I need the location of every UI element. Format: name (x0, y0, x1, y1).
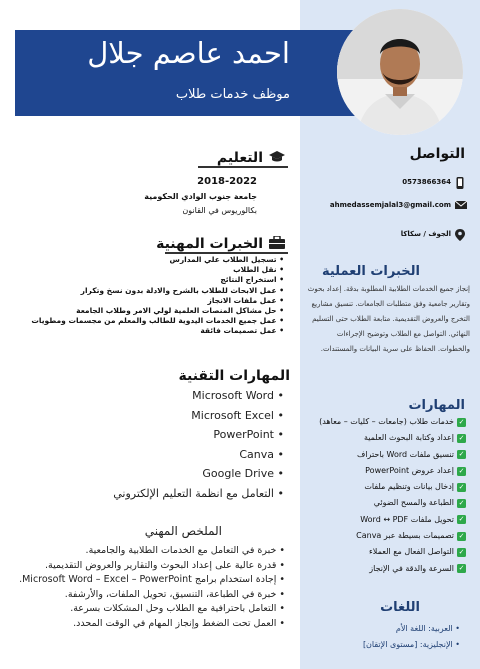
summary-item: • خبرة في التعامل مع الخدمات الطلابية والجامعية. (15, 544, 285, 559)
location-text: الجوف / سكاكا (400, 230, 451, 238)
technical-skill-item: • Microsoft Excel (84, 406, 284, 426)
education-divider (198, 166, 288, 168)
email-row (330, 200, 465, 210)
experience-item: • استخراج النتائج (14, 275, 284, 285)
professional-experience-heading-row (156, 234, 285, 253)
education-heading-row (217, 148, 285, 167)
check-icon: ✓ (458, 482, 465, 491)
skill-item: ✓ إدخال بيانات وتنظيم ملفات (364, 482, 465, 492)
technical-skills-list (84, 386, 284, 503)
check-icon: ✓ (458, 417, 465, 426)
experience-item: • تسجيل الطلاب علي المدارس (14, 255, 284, 265)
experience-item: • عمل ملفات الانجاز (14, 296, 284, 306)
technical-skill-item: • Canva (84, 445, 284, 465)
summary-item: • التعامل باحترافية مع الطلاب وحل المشكلات بسرعة. (15, 602, 285, 617)
side-experience-heading: الخبرات العملية (321, 264, 420, 279)
mail-icon (455, 200, 465, 210)
experience-item: • عمل تصميمات فائقة (14, 326, 284, 336)
professional-experience-divider (165, 252, 288, 254)
briefcase-icon (269, 234, 285, 253)
summary-item: • العمل تحت الضغط وإنجاز المهام في الوقت المحدد. (15, 617, 285, 632)
technical-skill-item: • Microsoft Word (84, 386, 284, 406)
summary-heading: الملخص المهني (144, 524, 222, 538)
skill-item: ✓ الطباعة والمسح الضوئي (373, 498, 465, 508)
summary-list (15, 544, 285, 631)
check-icon: ✓ (458, 466, 465, 475)
education-university: جامعة جنوب الوادي الحكومية (144, 192, 257, 201)
languages-list (363, 621, 460, 653)
language-item: • العربية: اللغة الأم (363, 621, 460, 637)
technical-skills-heading: المهارات التقنية (178, 368, 290, 384)
side-experience-text: إنجاز جميع الخدمات الطلابية المطلوبة بدقة. إعداد بحوث وتقارير جامعية وفق متطلبات الجامعات. تنسيق مشاريع التخرج والعروض التقديمية. متابعة الطلاب حتى التسليم النهائي. التواصل مع الطلاب وتوضيح الإجراءات والخطوات. الحفاظ على سرية البيانات والمستندات. (307, 285, 470, 353)
person-name: احمد عاصم جلال (87, 36, 290, 70)
summary-item: • قدرة عالية على إعداد البحوث والتقارير والعروض التقديمية. (15, 559, 285, 574)
check-icon: ✓ (458, 515, 465, 524)
phone-row (402, 177, 465, 187)
skill-item: ✓ إعداد عروض PowerPoint (365, 465, 465, 475)
summary-item: • خبرة في الطباعة، التنسيق، تحويل الملفات، والأرشفة. (15, 588, 285, 603)
skill-item: ✓ تصميمات بسيطة عبر Canva (356, 531, 465, 541)
skill-item: ✓ التواصل الفعال مع العملاء (369, 547, 465, 557)
skill-item: ✓ تحويل ملفات Word ↔ PDF (360, 514, 465, 524)
skill-item: ✓ السرعة والدقة في الإنجاز (369, 563, 465, 573)
check-icon: ✓ (458, 450, 465, 459)
check-icon: ✓ (458, 564, 465, 573)
skills-list (291, 414, 466, 577)
experience-item: • حل مشاكل المنصات العلمية لولي الامر وطلاب الجامعة (14, 306, 284, 316)
graduation-cap-icon (269, 148, 285, 167)
check-icon: ✓ (458, 531, 465, 540)
skill-item: ✓ إعداد وكتابة البحوث العلمية (363, 433, 465, 443)
summary-item: • إجادة استخدام برامج Microsoft Word – Excel – PowerPoint. (15, 573, 285, 588)
location-row (401, 229, 465, 239)
language-item: • الإنجليزية: [مستوى الإتقان] (363, 637, 460, 653)
phone-icon (455, 177, 465, 187)
phone-number: 0573866364 (402, 178, 451, 186)
professional-experience-heading: الخبرات المهنية (156, 235, 263, 252)
skills-heading: المهارات (408, 398, 465, 413)
languages-heading: اللغات (380, 600, 420, 615)
education-years: 2018-2022 (197, 176, 257, 187)
experience-item: • نقل الطلاب (14, 265, 284, 275)
professional-experience-list (14, 255, 284, 337)
skill-item: ✓ خدمات طلاب (جامعات – كليات – معاهد) (319, 417, 465, 426)
check-icon: ✓ (458, 548, 465, 557)
skill-item: ✓ تنسيق ملفات Word باحتراف (357, 449, 465, 459)
contact-heading: التواصل (409, 146, 465, 162)
check-icon: ✓ (458, 499, 465, 508)
location-icon (455, 229, 465, 239)
avatar (337, 9, 463, 135)
education-heading: التعليم (216, 149, 263, 166)
technical-skill-item: • PowerPoint (84, 425, 284, 445)
education-degree: بكالوريوس في القانون (182, 206, 257, 215)
check-icon: ✓ (458, 433, 465, 442)
experience-item: • عمل الابحاث للطلاب بالشرح والادلة بدون نسخ وتكرار (14, 286, 284, 296)
experience-item: • عمل جميع الخدمات اليدوية للطالب والمعلم من مجسمات ومطويات (14, 316, 284, 326)
email-address[interactable]: ahmedassemjalal3@gmail.com (329, 201, 451, 209)
technical-skill-item: • Google Drive (84, 464, 284, 484)
technical-skill-item: • التعامل مع انظمة التعليم الإلكتروني (84, 484, 284, 504)
job-title: موظف خدمات طلاب (175, 87, 290, 102)
